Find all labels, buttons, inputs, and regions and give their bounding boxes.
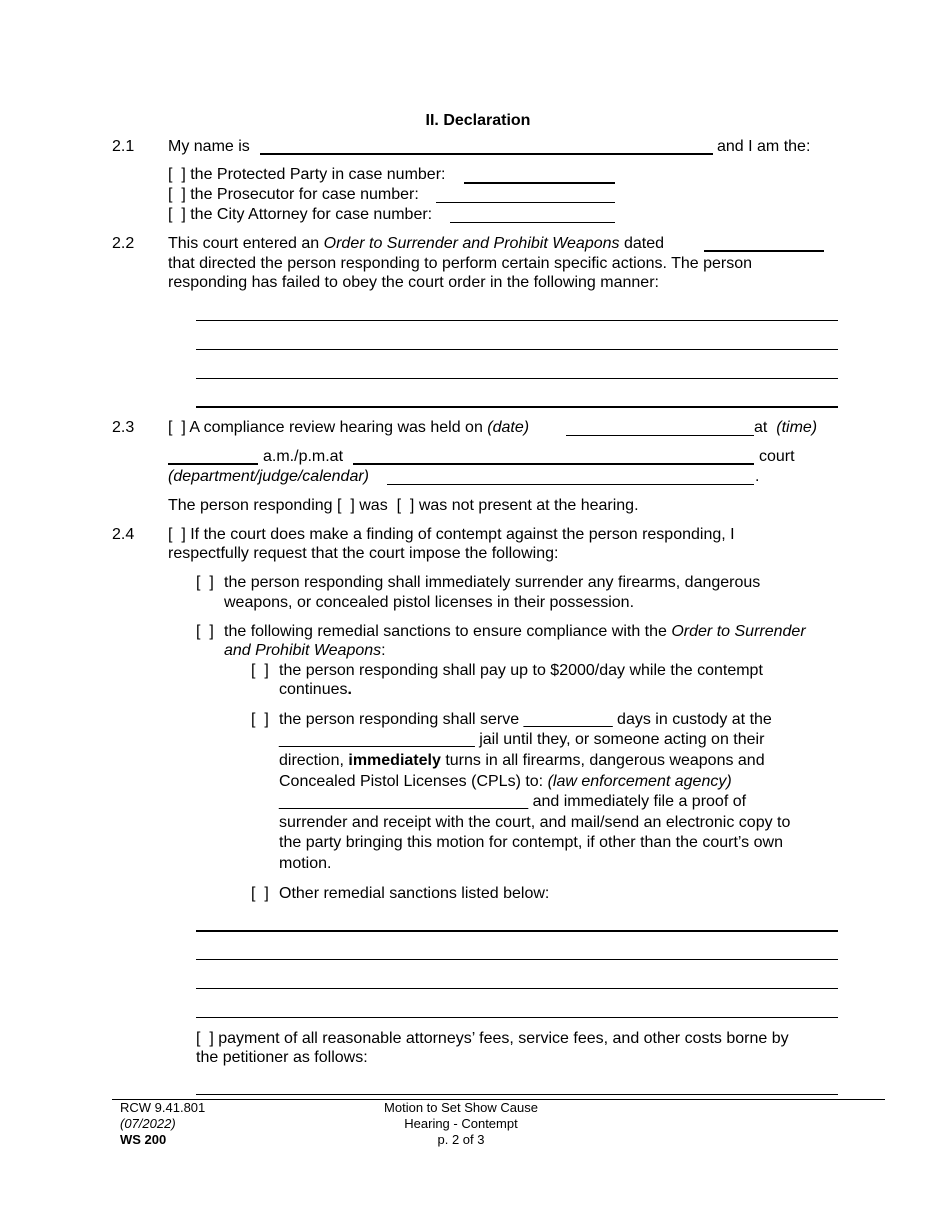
checkbox[interactable]: [ ] bbox=[168, 206, 186, 223]
option-label: the City Attorney for case number: bbox=[190, 206, 433, 223]
checkbox[interactable]: [ ] bbox=[168, 186, 186, 203]
serve-option-text: ______________________ jail until they, or someone acting on their bbox=[279, 731, 765, 748]
serve-option-text: surrender and receipt with the court, and mail/send an electronic copy to bbox=[279, 814, 791, 831]
other-sanctions-line[interactable] bbox=[196, 959, 838, 960]
name-label: My name is bbox=[168, 138, 250, 155]
department-field[interactable] bbox=[387, 484, 754, 485]
case-number-field[interactable] bbox=[464, 182, 615, 184]
failure-description-line[interactable] bbox=[196, 378, 838, 379]
serve-option-text: motion. bbox=[279, 855, 332, 872]
footer-page-number: p. 2 of 3 bbox=[437, 1132, 485, 1147]
other-sanctions-line[interactable] bbox=[196, 988, 838, 989]
role-option-protected-party bbox=[168, 165, 445, 185]
order-entered-text: This court entered an Order to Surrender and Prohibit Weapons dated bbox=[168, 235, 665, 252]
jail-blank[interactable]: ______________________ bbox=[279, 731, 475, 748]
checkbox[interactable]: [ ] bbox=[337, 497, 355, 514]
contempt-request-text: respectfully request that the court impose the following: bbox=[168, 545, 559, 562]
hearing-date-field[interactable] bbox=[566, 435, 754, 436]
footer-title: Hearing - Contempt bbox=[404, 1116, 518, 1131]
serve-option-text: the party bringing this motion for contempt, if other than the court’s own bbox=[279, 834, 783, 851]
failure-description-line[interactable] bbox=[196, 320, 838, 321]
checkbox[interactable]: [ ] bbox=[196, 574, 214, 591]
court-label: court bbox=[759, 448, 795, 465]
checkbox[interactable]: [ ] bbox=[168, 526, 186, 543]
pay-option-text: continues. bbox=[279, 681, 352, 698]
section-number: 2.1 bbox=[112, 138, 135, 155]
order-text-line: responding has failed to obey the court order in the following manner: bbox=[168, 274, 659, 291]
footer-rcw: RCW 9.41.801 bbox=[120, 1100, 206, 1115]
checkbox[interactable]: [ ] bbox=[196, 1030, 214, 1047]
footer-date: (07/2022) bbox=[120, 1116, 176, 1131]
compliance-hearing-text: [ ] A compliance review hearing was held on (date) bbox=[168, 419, 530, 436]
section-title: II. Declaration bbox=[425, 112, 531, 129]
remedial-sanctions-text: the following remedial sanctions to ensure compliance with the Order to Surrender bbox=[224, 623, 806, 640]
name-field[interactable] bbox=[260, 153, 713, 155]
footer-form-number: WS 200 bbox=[120, 1132, 167, 1147]
hearing-time-field[interactable] bbox=[168, 463, 258, 465]
other-sanctions-line[interactable] bbox=[196, 1017, 838, 1018]
footer-title: Motion to Set Show Cause bbox=[384, 1100, 538, 1115]
checkbox[interactable]: [ ] bbox=[168, 166, 186, 183]
option-label: the Prosecutor for case number: bbox=[190, 186, 419, 203]
serve-option-text: Concealed Pistol Licenses (CPLs) to: (law enforcement agency) bbox=[279, 773, 732, 790]
failure-description-line[interactable] bbox=[196, 406, 838, 408]
checkbox[interactable]: [ ] bbox=[251, 662, 269, 679]
checkbox[interactable]: [ ] bbox=[251, 885, 269, 902]
case-number-field[interactable] bbox=[436, 202, 615, 203]
other-sanctions-line[interactable] bbox=[196, 930, 838, 932]
presence-text: The person responding [ ] was [ ] was not present at the hearing. bbox=[168, 497, 639, 514]
contempt-request-text: [ ] If the court does make a finding of contempt against the person responding, I bbox=[168, 526, 735, 543]
failure-description-line[interactable] bbox=[196, 349, 838, 350]
checkbox[interactable]: [ ] bbox=[396, 497, 415, 514]
checkbox[interactable]: [ ] bbox=[251, 711, 269, 728]
option-label: the Protected Party in case number: bbox=[190, 166, 446, 183]
role-option-prosecutor bbox=[168, 185, 419, 205]
at-time-label: at (time) bbox=[754, 419, 818, 436]
surrender-option-text: weapons, or concealed pistol licenses in their possession. bbox=[224, 594, 635, 611]
section-number: 2.3 bbox=[112, 419, 135, 436]
fees-option-text: the petitioner as follows: bbox=[196, 1049, 368, 1066]
checkbox[interactable]: [ ] bbox=[196, 623, 214, 640]
remedial-sanctions-text: and Prohibit Weapons: bbox=[224, 642, 386, 659]
serve-option-text: the person responding shall serve __________ days in custody at the bbox=[279, 711, 772, 728]
case-number-field[interactable] bbox=[450, 222, 615, 223]
checkbox[interactable]: [ ] bbox=[168, 419, 186, 436]
and-i-am-label: and I am the: bbox=[717, 138, 811, 155]
period: . bbox=[755, 468, 760, 485]
fees-line[interactable] bbox=[196, 1094, 838, 1095]
fees-option-text: [ ] payment of all reasonable attorneys’ fees, service fees, and other costs borne by bbox=[196, 1030, 789, 1047]
role-option-city-attorney bbox=[168, 205, 432, 225]
surrender-option-text: the person responding shall immediately surrender any firearms, dangerous bbox=[224, 574, 761, 591]
department-hint: (department/judge/calendar) bbox=[168, 468, 370, 485]
days-blank[interactable]: __________ bbox=[523, 711, 613, 728]
section-number: 2.4 bbox=[112, 526, 135, 543]
pay-option-text: the person responding shall pay up to $2000/day while the contempt bbox=[279, 662, 763, 679]
court-field[interactable] bbox=[353, 463, 754, 465]
serve-option-text: ____________________________ and immediately file a proof of bbox=[279, 793, 747, 810]
order-date-field[interactable] bbox=[704, 250, 824, 252]
order-text-line: that directed the person responding to perform certain specific actions. The person bbox=[168, 255, 753, 272]
agency-blank[interactable]: ____________________________ bbox=[279, 793, 529, 810]
section-number: 2.2 bbox=[112, 235, 135, 252]
ampm-label: a.m./p.m.at bbox=[263, 448, 344, 465]
serve-option-text: direction, immediately turns in all firearms, dangerous weapons and bbox=[279, 752, 765, 769]
other-sanctions-label: Other remedial sanctions listed below: bbox=[279, 885, 550, 902]
